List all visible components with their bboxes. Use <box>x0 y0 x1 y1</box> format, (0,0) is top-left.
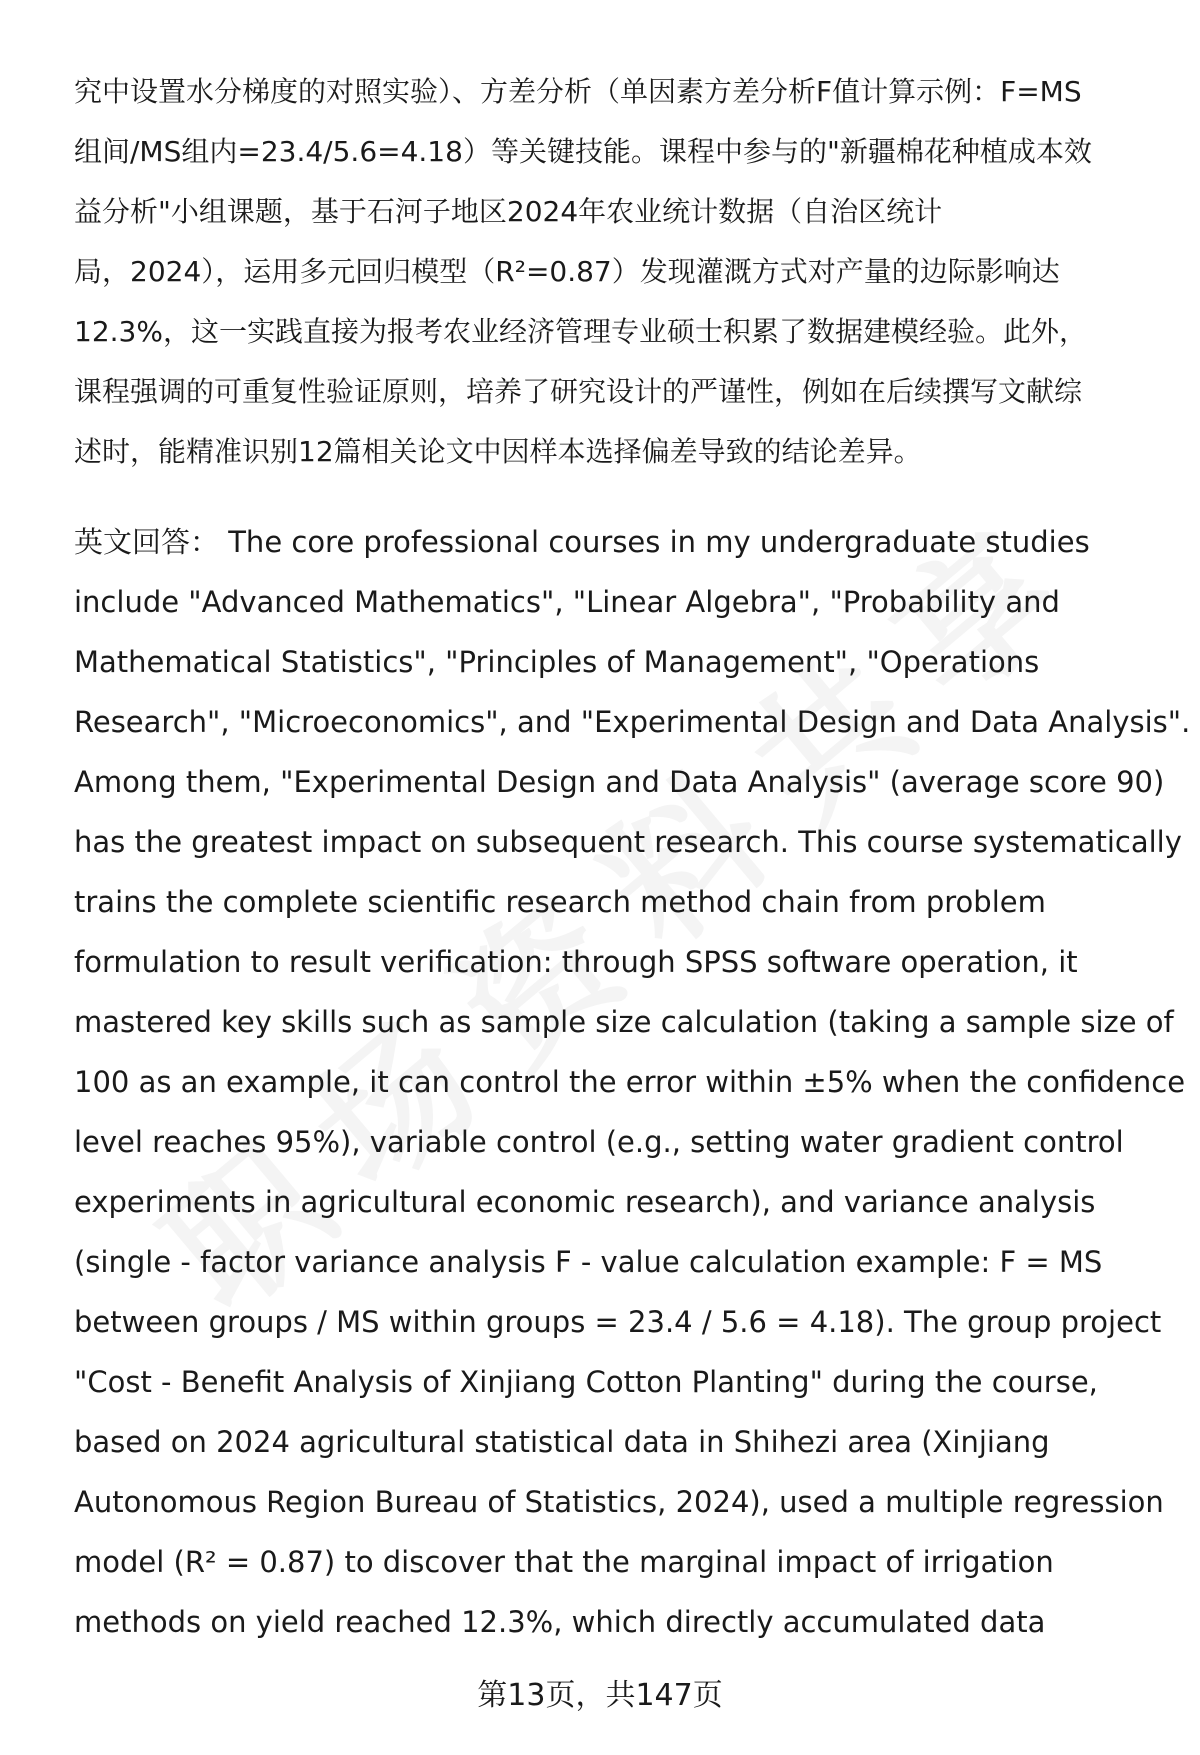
text-line: "Cost - Benefit Analysis of Xinjiang Cotton Planting" during the course, <box>74 1365 1098 1399</box>
text-line: (single - factor variance analysis F - value calculation example: F = MS <box>74 1245 1103 1279</box>
text-line: has the greatest impact on subsequent research. This course systematically <box>74 825 1182 859</box>
text-line: Among them, "Experimental Design and Data Analysis" (average score 90) <box>74 765 1165 799</box>
text-line: Mathematical Statistics", "Principles of Management", "Operations <box>74 645 1040 679</box>
text-line: 组间/MS组内=23.4/5.6=4.18）等关键技能。课程中参与的"新疆棉花种植成本效 <box>74 135 1092 168</box>
text-line: model (R² = 0.87) to discover that the marginal impact of irrigation <box>74 1545 1054 1579</box>
chinese-paragraph <box>74 62 1164 482</box>
text-line: between groups / MS within groups = 23.4 / 5.6 = 4.18). The group project <box>74 1305 1162 1339</box>
text-line: mastered key skills such as sample size calculation (taking a sample size of <box>74 1005 1174 1039</box>
text-line: based on 2024 agricultural statistical data in Shihezi area (Xinjiang <box>74 1425 1050 1459</box>
text-line: 100 as an example, it can control the error within ±5% when the confidence <box>74 1065 1186 1099</box>
text-line: methods on yield reached 12.3%, which directly accumulated data <box>74 1605 1046 1639</box>
text-line: Research", "Microeconomics", and "Experimental Design and Data Analysis". <box>74 705 1191 739</box>
text-line: 述时，能精准识别12篇相关论文中因样本选择偏差导致的结论差异。 <box>74 435 922 468</box>
text-line: formulation to result verification: through SPSS software operation, it <box>74 945 1078 979</box>
page-number: 第13页，共147页 <box>477 1678 723 1713</box>
page-content <box>74 62 1191 1652</box>
text-line: 课程强调的可重复性验证原则，培养了研究设计的严谨性，例如在后续撰写文献综 <box>74 375 1083 408</box>
text-line: level reaches 95%), variable control (e.g., setting water gradient control <box>74 1125 1124 1159</box>
text-line: Autonomous Region Bureau of Statistics, 2024), used a multiple regression <box>74 1485 1164 1519</box>
text-line: experiments in agricultural economic research), and variance analysis <box>74 1185 1096 1219</box>
english-paragraph <box>74 512 1191 1652</box>
text-line: 12.3%，这一实践直接为报考农业经济管理专业硕士积累了数据建模经验。此外， <box>74 315 1087 348</box>
text-line: include "Advanced Mathematics", "Linear Algebra", "Probability and <box>74 585 1060 619</box>
text-line: 局，2024），运用多元回归模型（R²=0.87）发现灌溉方式对产量的边际影响达 <box>74 255 1060 288</box>
text-line: trains the complete scientific research method chain from problem <box>74 885 1046 919</box>
text-line: 益分析"小组课题，基于石河子地区2024年农业统计数据（自治区统计 <box>74 195 943 228</box>
text-line: 究中设置水分梯度的对照实验）、方差分析（单因素方差分析F值计算示例：F=MS <box>74 75 1082 108</box>
text-line: 英文回答： The core professional courses in my undergraduate studies <box>74 525 1090 559</box>
